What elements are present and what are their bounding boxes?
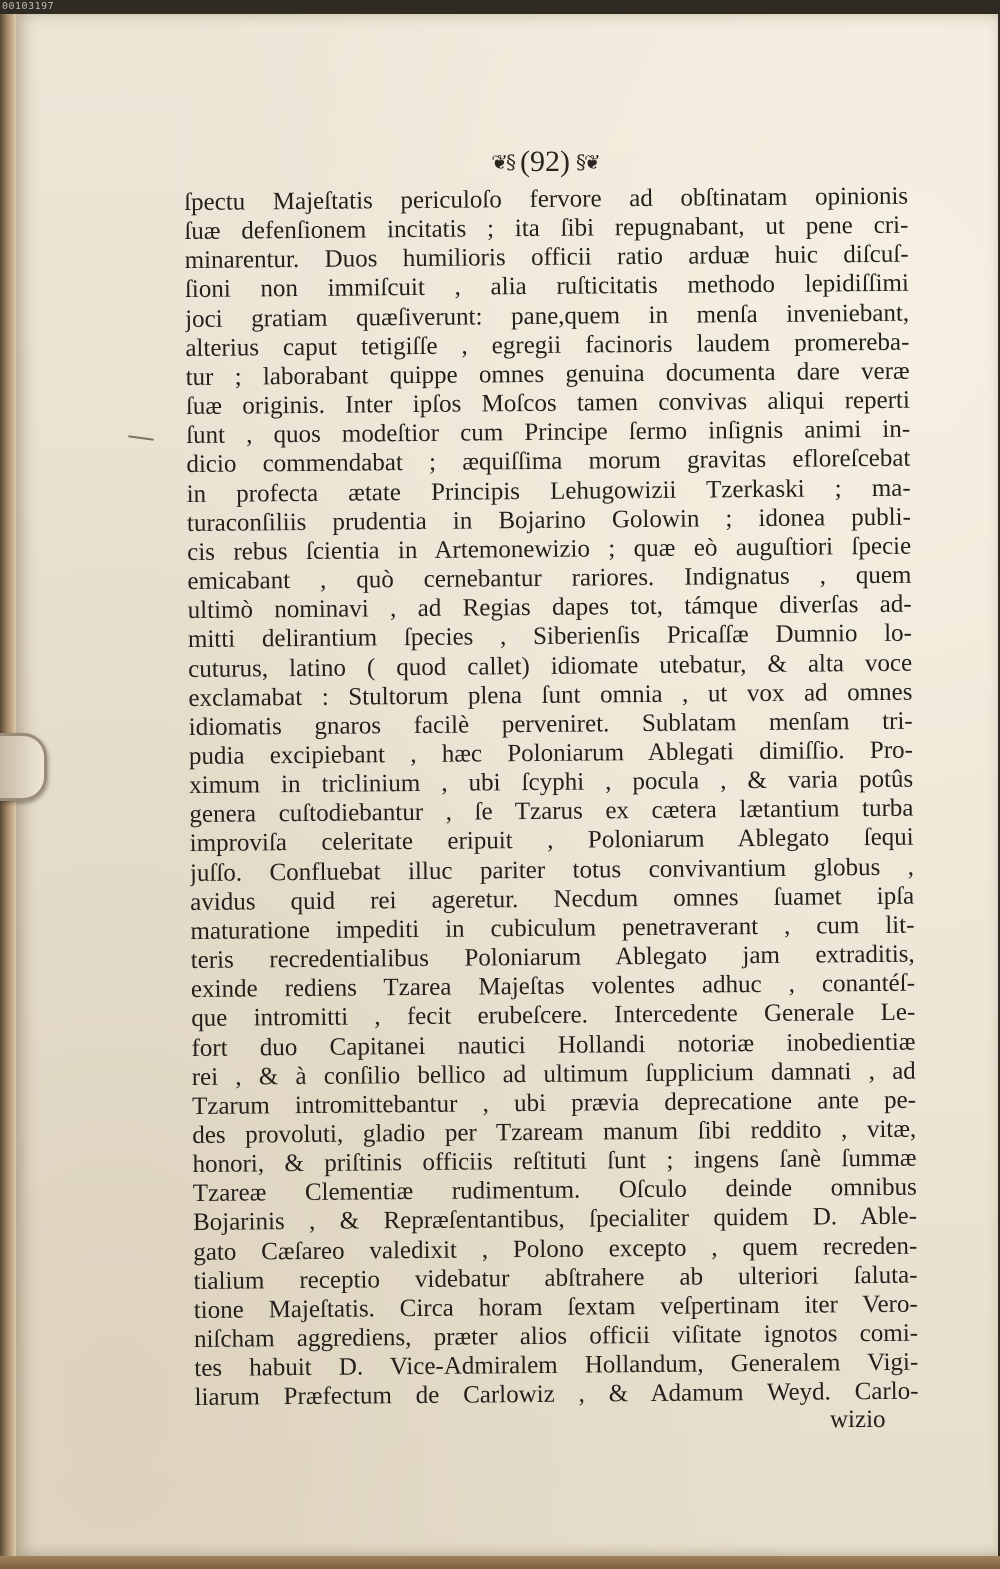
text-line: Bojarinis , & Repræſentantibus, ſpecialiter quidem D. Able-: [192, 1203, 918, 1237]
text-line: des provoluti, gladio per Tzaream manum ſibi reddito , vitæ,: [192, 1115, 917, 1149]
text-line: ſunt , quos modeſtior cum Principe ſermo inſignis animi in-: [186, 415, 911, 450]
text-line: cuturus, latino ( quod callet) idiomate utebatur, & alta voce: [188, 649, 913, 683]
text-line: in profecta ætate Principis Lehugowizii Tzerkaski ; ma-: [186, 474, 911, 508]
text-line: ſuæ defenſionem incitatis ; ita ſibi repugnabant, ut pene cri-: [184, 211, 909, 246]
text-line: tialium receptio videbatur abſtrahere ab ulteriori ſaluta-: [193, 1261, 918, 1295]
text-line: tes habuit D. Vice-Admiralem Hollandum, Generalem Vigi-: [194, 1348, 919, 1383]
text-line: pudia excipiebant , hæc Poloniarum Ablegati dimiſſio. Pro-: [188, 736, 914, 770]
text-line: fort duo Capitanei nautici Hollandi notoriæ inobedientiæ: [191, 1028, 916, 1062]
text-line: niſcham aggrediens, præter alios officii viſitate ignotos comi-: [193, 1319, 919, 1354]
text-line: ſpectu Majeſtatis periculoſo fervore ad obſtinatam opinionis: [184, 182, 909, 216]
book-bottom-edge: [0, 1556, 1000, 1569]
text-line: Tzarum intromittebantur , ubi prævia deprecatione ante pe-: [191, 1086, 917, 1120]
text-line: dicio commendabat ; æquiſſima morum gravitas efloreſcebat: [186, 445, 911, 479]
text-line: exclamabat : Stultorum plena ſunt omnia , ut vox ad omnes: [188, 678, 913, 712]
scan-reference-number: 00103197: [2, 1, 55, 12]
text-line: tione Majeſtatis. Circa horam ſextam veſpertinam iter Vero-: [193, 1290, 918, 1324]
text-line: rei , & à conſilio bellico ad ultimum ſupplicium damnati , ad: [191, 1057, 916, 1091]
text-line: alterius caput tetigiſſe , egregii facinoris laudem promereba-: [185, 328, 910, 362]
fleuron-right: §❦: [575, 150, 599, 174]
text-line: joci gratiam quæſiverunt: pane,quem in menſa inveniebant,: [185, 299, 910, 333]
fleuron-left: ❦§: [491, 150, 514, 174]
page-number: (92): [520, 145, 570, 178]
text-line: minarentur. Duos humilioris officii ratio arduæ huic diſcuſ-: [184, 240, 909, 275]
text-line: avidus quid rei ageretur. Necdum omnes ſuamet ipſa: [190, 882, 915, 916]
text-line: maturatione impediti in cubiculum penetraverant , cum lit-: [190, 911, 915, 945]
catchword: wizio: [830, 1406, 886, 1433]
text-line: juſſo. Confluebat illuc pariter totus convivantium globus ,: [189, 853, 915, 887]
text-line: idiomatis gnaros facilè perveniret. Sublatam menſam tri-: [188, 707, 913, 741]
page-header: [450, 144, 640, 180]
text-line: turaconſiliis prudentia in Bojarino Golowin ; idonea publi-: [186, 503, 912, 537]
text-line: cis rebus ſcientia in Artemonewizio ; quæ eò auguſtiori ſpecie: [187, 532, 912, 566]
text-line: ſioni non immiſcuit , alia ruſticitatis methodo lepidiſſimi: [184, 270, 909, 304]
text-line: Tzareæ Clementiæ rudimentum. Oſculo deinde omnibus: [192, 1173, 917, 1208]
text-line: ultimò nominavi , ad Regias dapes tot, támque diverſas ad-: [187, 590, 912, 625]
text-line: ſuæ originis. Inter ipſos Moſcos tamen convivas aliqui reperti: [185, 386, 910, 421]
text-line: honori, & priſtinis officiis reſtituti ſunt ; ingens ſanè ſummæ: [192, 1144, 917, 1179]
text-line: improviſa celeritate eripuit , Poloniarum Ablegato ſequi: [189, 824, 914, 858]
text-line: mitti delirantium ſpecies , Siberienſis Pricaſſæ Dumnio lo-: [187, 620, 913, 654]
text-line: que intromitti , fecit erubeſcere. Intercedente Generale Le-: [191, 999, 916, 1033]
body-text: [184, 182, 919, 1413]
text-line: gato Cæſareo valedixit , Polono excepto , quem recreden-: [193, 1232, 918, 1266]
text-line: teris recredentialibus Poloniarum Ablegato jam extraditis,: [190, 940, 915, 975]
page-clip: [0, 733, 47, 801]
text-line: genera cuſtodiebantur , ſe Tzarus ex cætera lætantium turba: [189, 794, 914, 829]
text-line: tur ; laborabant quippe omnes genuina documenta dare veræ: [185, 357, 910, 391]
text-line: exinde rediens Tzarea Majeſtas volentes adhuc , conantéſ-: [190, 969, 916, 1004]
text-line: ximum in triclinium , ubi ſcyphi , pocula , & varia potûs: [189, 765, 914, 800]
text-line: liarum Præfectum de Carlowiz , & Adamum Weyd. Carlo-: [194, 1378, 919, 1412]
text-line: emicabant , quò cernebantur rariores. Indignatus , quem: [187, 561, 912, 596]
